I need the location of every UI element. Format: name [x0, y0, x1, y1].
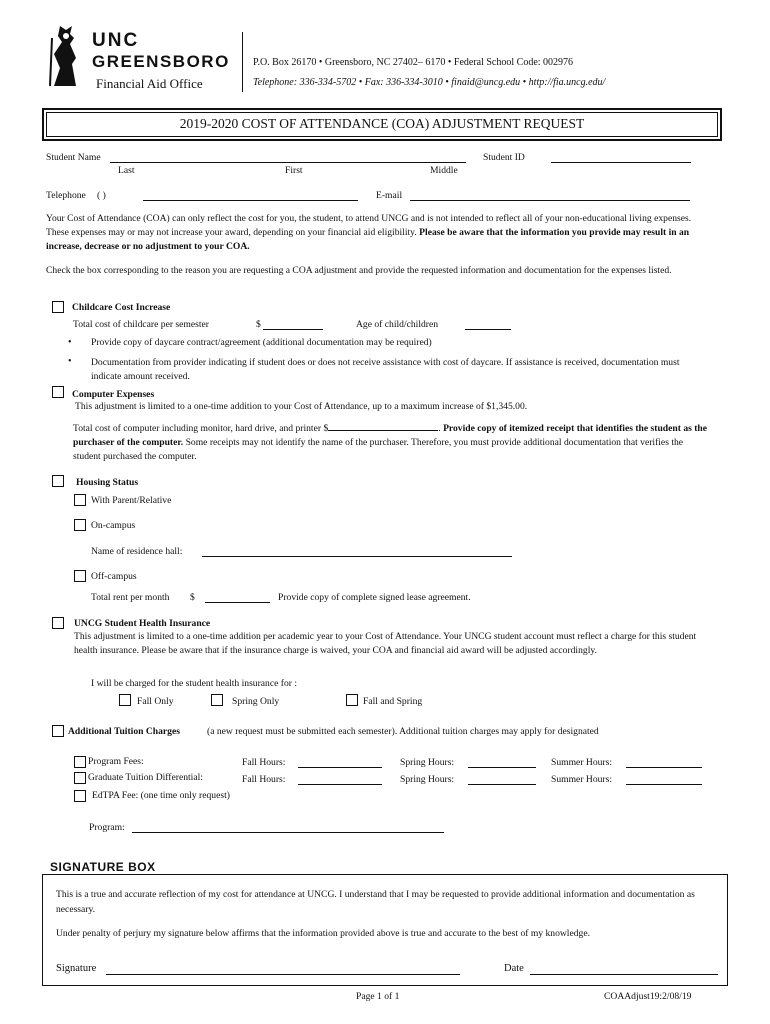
child-age-field[interactable] — [465, 329, 511, 330]
fall-only-label: Fall Only — [137, 696, 174, 707]
telephone-field[interactable] — [143, 200, 358, 201]
form-code: COAAdjust19:2/08/19 — [604, 991, 692, 1002]
signature-text-2: Under penalty of perjury my signature below affirms that the information provided above is true and accurate to the best of my knowledge. — [56, 928, 590, 939]
tuition-checkbox[interactable] — [52, 725, 64, 737]
computer-dollar: $ — [323, 423, 329, 434]
spring-only-label: Spring Only — [232, 696, 280, 707]
middle-label: Middle — [430, 165, 458, 176]
logo-greensboro: GREENSBORO — [92, 52, 230, 71]
phone-area-code[interactable]: ( ) — [97, 190, 106, 201]
summer-hours-field-1[interactable] — [626, 767, 702, 768]
insurance-text: This adjustment is limited to a one-time addition per academic year to your Cost of Attendance. Your UNCG student account must reflect a charge for this student health insurance. Please be aware that if the insurance charge is waived, your COA and financial aid award will be adjusted accordingly. — [74, 631, 697, 656]
edtpa-checkbox[interactable] — [74, 790, 86, 802]
signature-text-1: This is a true and accurate reflection of my cost for attendance at UNCG. I understand that I may be requested to provide additional information and documentation as necessary. — [56, 889, 695, 915]
tuition-note: (a new request must be submitted each semester). Additional tuition charges may apply for designated — [207, 726, 599, 737]
childcare-bullet-2: Documentation from provider indicating if student does or does not receive assistance with cost of daycare. If assistance is received, documentation must indicate amount received. — [91, 357, 680, 382]
signature-box-heading: SIGNATURE BOX — [50, 860, 156, 874]
on-campus-label: On-campus — [91, 520, 136, 531]
computer-cost-label: Total cost of computer including monitor, hard drive, and printer — [73, 423, 322, 434]
program-fees-checkbox[interactable] — [74, 756, 86, 768]
childcare-cost-label: Total cost of childcare per semester — [73, 319, 209, 330]
computer-paragraph: Total cost of computer including monitor, hard drive, and printer $ . Provide copy of itemized receipt that identifies the student as the purchaser of the computer. Some receipts may not identify the name of the purchaser. Therefore, you must provide additional documentation that verifies the student purchased the computer. — [73, 423, 708, 462]
intro-paragraph — [46, 212, 698, 254]
computer-checkbox[interactable] — [52, 386, 64, 398]
bullet-dot: • — [68, 337, 72, 348]
header-address: P.O. Box 26170 • Greensboro, NC 27402– 6170 • Federal School Code: 002976 — [253, 57, 574, 68]
spring-hours-field-2[interactable] — [468, 784, 536, 785]
program-field[interactable] — [132, 832, 444, 833]
tuition-heading: Additional Tuition Charges — [68, 726, 180, 737]
fall-hours-field-2[interactable] — [298, 784, 382, 785]
logo-unc: UNC — [92, 30, 140, 51]
summer-hours-label: Summer Hours: — [551, 757, 613, 768]
on-campus-checkbox[interactable] — [74, 519, 86, 531]
date-label: Date — [504, 963, 524, 974]
edtpa-label: EdTPA Fee: (one time only request) — [92, 790, 230, 801]
computer-heading: Computer Expenses — [72, 389, 155, 400]
summer-hours-label: Summer Hours: — [551, 774, 613, 785]
signature-label: Signature — [56, 963, 97, 974]
insurance-heading: UNCG Student Health Insurance — [74, 618, 211, 629]
off-campus-checkbox[interactable] — [74, 570, 86, 582]
spring-hours-field-1[interactable] — [468, 767, 536, 768]
program-label: Program: — [89, 822, 125, 833]
student-id-field[interactable] — [551, 162, 691, 163]
computer-cost-field[interactable] — [328, 422, 438, 431]
housing-checkbox[interactable] — [52, 475, 64, 487]
page-number: Page 1 of 1 — [356, 991, 400, 1002]
childcare-heading: Childcare Cost Increase — [72, 302, 171, 313]
residence-hall-label: Name of residence hall: — [91, 546, 183, 557]
uncg-spartan-logo — [46, 24, 88, 90]
last-label: Last — [118, 165, 135, 176]
intro-instructions: Check the box corresponding to the reason you are requesting a COA adjustment and provide the requested information and documentation for the expenses listed. — [46, 265, 672, 276]
rent-field[interactable] — [205, 602, 270, 603]
email-field[interactable] — [410, 200, 690, 201]
lease-instruction: Provide copy of complete signed lease agreement. — [278, 592, 471, 603]
childcare-bullet-1: Provide copy of daycare contract/agreement (additional documentation may be required) — [91, 337, 432, 348]
student-name-field[interactable] — [110, 162, 466, 163]
grad-differential-checkbox[interactable] — [74, 772, 86, 784]
intro-bold-text: Please be aware that the information you provide may result in an increase, decrease or no adjustment to your COA. — [46, 227, 690, 252]
telephone-label: Telephone — [46, 190, 86, 201]
summer-hours-field-2[interactable] — [626, 784, 702, 785]
fall-and-spring-label: Fall and Spring — [363, 696, 423, 707]
fall-hours-field-1[interactable] — [298, 767, 382, 768]
residence-hall-field[interactable] — [202, 556, 512, 557]
computer-rest: Some receipts may not identify the name of the purchaser. Therefore, you must provide additional documentation that verifies the student purchased the computer. — [73, 437, 684, 462]
insurance-charged-label: I will be charged for the student health insurance for : — [91, 678, 298, 689]
spring-hours-label: Spring Hours: — [400, 774, 455, 785]
housing-heading: Housing Status — [76, 477, 139, 488]
insurance-checkbox[interactable] — [52, 617, 64, 629]
with-parent-label: With Parent/Relative — [91, 495, 172, 506]
grad-differential-label: Graduate Tuition Differential: — [88, 772, 203, 783]
off-campus-label: Off-campus — [91, 571, 137, 582]
spring-only-checkbox[interactable] — [211, 694, 223, 706]
header-divider — [242, 32, 243, 92]
rent-label: Total rent per month — [91, 592, 170, 603]
office-name: Financial Aid Office — [96, 76, 203, 91]
childcare-dollar: $ — [256, 319, 261, 330]
childcare-cost-field[interactable] — [263, 329, 323, 330]
child-age-label: Age of child/children — [356, 319, 439, 330]
program-fees-label: Program Fees: — [88, 756, 144, 767]
student-id-label: Student ID — [483, 152, 525, 163]
date-field[interactable] — [530, 974, 718, 975]
rent-dollar: $ — [190, 592, 195, 603]
fall-and-spring-checkbox[interactable] — [346, 694, 358, 706]
fall-only-checkbox[interactable] — [119, 694, 131, 706]
email-label: E-mail — [376, 190, 403, 201]
computer-limit: This adjustment is limited to a one-time addition to your Cost of Attendance, up to a maximum increase of $1,345.00. — [75, 401, 528, 412]
fall-hours-label: Fall Hours: — [242, 774, 286, 785]
with-parent-checkbox[interactable] — [74, 494, 86, 506]
first-label: First — [285, 165, 303, 176]
page-title: 2019-2020 COST OF ATTENDANCE (COA) ADJUSTMENT REQUEST — [179, 116, 585, 131]
header-contact: Telephone: 336-334-5702 • Fax: 336-334-3010 • finaid@uncg.edu • http://fia.uncg.edu/ — [253, 77, 606, 88]
childcare-checkbox[interactable] — [52, 301, 64, 313]
fall-hours-label: Fall Hours: — [242, 757, 286, 768]
signature-field[interactable] — [106, 974, 460, 975]
student-name-label: Student Name — [46, 152, 101, 163]
bullet-dot: • — [68, 356, 72, 367]
intro-text: Your Cost of Attendance (COA) can only reflect the cost for you, the student, to attend UNCG and is not intended to reflect all of your non-educational living expenses. These expenses may or may not increase your award, depending on your financial aid eligibility. — [46, 213, 692, 238]
spring-hours-label: Spring Hours: — [400, 757, 455, 768]
computer-bold: Provide copy of itemized receipt that identifies the student as the purchaser of the computer. — [73, 423, 708, 448]
